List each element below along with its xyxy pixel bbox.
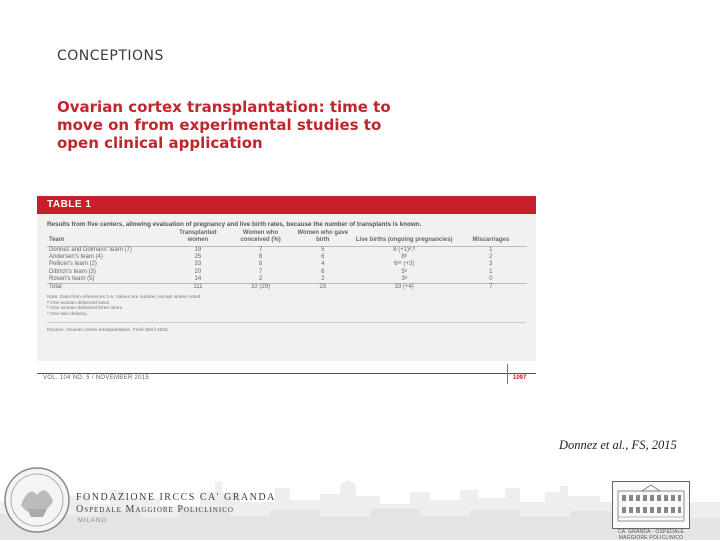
table-row (47, 276, 527, 284)
team-cell: Pellicer's team (2) (49, 261, 97, 268)
column-header: Women who gave birth (292, 230, 354, 247)
transplanted-cell: 19 (194, 247, 202, 253)
journal-separator (507, 364, 508, 384)
live-births-cell: 6ᵃᶜ (+3) (394, 261, 415, 268)
hospital-building-logo (612, 481, 690, 529)
team-cell: Rosen's team (5) (49, 275, 95, 282)
miscarriages-cell: 1 (489, 268, 493, 275)
column-header: Miscarriages (455, 230, 527, 247)
table-note: Note: Data from references 2-5. Values are number, except where noted. (47, 295, 202, 301)
live-births-cell: 8ᵇ (401, 254, 408, 261)
column-header: Women who conceived (%) (229, 230, 291, 247)
column-header: Live births (ongoing pregnancies) (354, 230, 455, 247)
conceived-cell: 2 (258, 275, 263, 282)
results-table (47, 230, 527, 291)
journal-issue: VOL. 104 NO. 5 / NOVEMBER 2015 (43, 375, 150, 381)
foundation-subtitle: Ospedale Maggiore Policlinico (76, 504, 234, 515)
miscarriages-cell: 1 (489, 247, 493, 253)
table-total-row (47, 284, 527, 292)
conceived-cell: 7 (258, 268, 263, 275)
transplanted-cell: 14 (194, 275, 202, 282)
table-caption: Results from five centers, allowing evaluation of pregnancy and live birth rates, because the number of transplants is known. (47, 221, 422, 228)
miscarriages-cell: 7 (455, 284, 527, 292)
foundation-name: FONDAZIONE IRCCS CA' GRANDA (76, 492, 276, 503)
miscarriages-cell: 2 (489, 254, 493, 261)
miscarriages-cell: 3 (489, 261, 493, 268)
conceived-cell: 7 (258, 247, 263, 253)
table-notes (37, 291, 536, 317)
hospital-logo-caption: CA' GRANDA · OSPEDALE MAGGIORE POLICLINICO (617, 529, 684, 541)
team-cell: Andersen's team (4) (49, 254, 103, 261)
journal-divider (37, 373, 536, 374)
foundation-seal-logo (3, 465, 71, 535)
gave-birth-cell: 5 (321, 247, 325, 253)
team-cell: Total (47, 284, 166, 292)
table-row (47, 254, 527, 261)
gave-birth-cell: 23 (292, 284, 354, 292)
live-births-cell: 5ᵃ (401, 268, 408, 275)
live-births-cell: 33 (+4) (354, 284, 455, 292)
journal-page: 1097 (513, 375, 527, 381)
conceived-cell: 32 (29) (229, 284, 291, 292)
article-title: Ovarian cortex transplantation: time to move on from experimental studies to open clinical application (57, 98, 391, 152)
column-header: Transplanted women (166, 230, 229, 247)
table-header-row (47, 230, 527, 247)
table-note: ᵇ One woman delivered three times. (47, 306, 124, 312)
gave-birth-cell: 2 (321, 275, 325, 282)
foundation-city: MILANO (78, 518, 108, 524)
team-cell: Dittrich's team (3) (49, 268, 96, 275)
table-note: ᶜ One twin delivery. (47, 312, 88, 317)
table-row (47, 269, 527, 276)
table-row (47, 247, 527, 255)
section-label: CONCEPTIONS (57, 48, 164, 64)
table-note: ᵃ One woman delivered twice. (47, 300, 111, 306)
column-header: Team (47, 230, 166, 247)
table-label: TABLE 1 (37, 196, 536, 214)
transplanted-cell: 20 (194, 268, 202, 275)
conceived-cell: 8 (258, 261, 263, 268)
table-card (37, 196, 536, 361)
citation: Donnez et al., FS, 2015 (559, 438, 677, 452)
gave-birth-cell: 6 (321, 254, 325, 261)
conceived-cell: 8 (258, 254, 263, 261)
live-births-cell: 8 (+1)ᵃ,ᵇ (393, 247, 416, 253)
table-row (47, 261, 527, 268)
miscarriages-cell: 0 (489, 275, 493, 282)
transplanted-cell: 33 (194, 261, 202, 268)
transplanted-cell: 25 (194, 254, 202, 261)
transplanted-cell: 111 (166, 284, 229, 292)
live-births-cell: 3ᵃ (401, 275, 408, 282)
table-source: Donnez. Ovarian cortex transplantation. Fertil Steril 2015. (47, 322, 526, 333)
gave-birth-cell: 4 (321, 261, 325, 268)
team-cell: Donnez and Dolmans' team (7) (49, 247, 132, 253)
gave-birth-cell: 6 (321, 268, 325, 275)
